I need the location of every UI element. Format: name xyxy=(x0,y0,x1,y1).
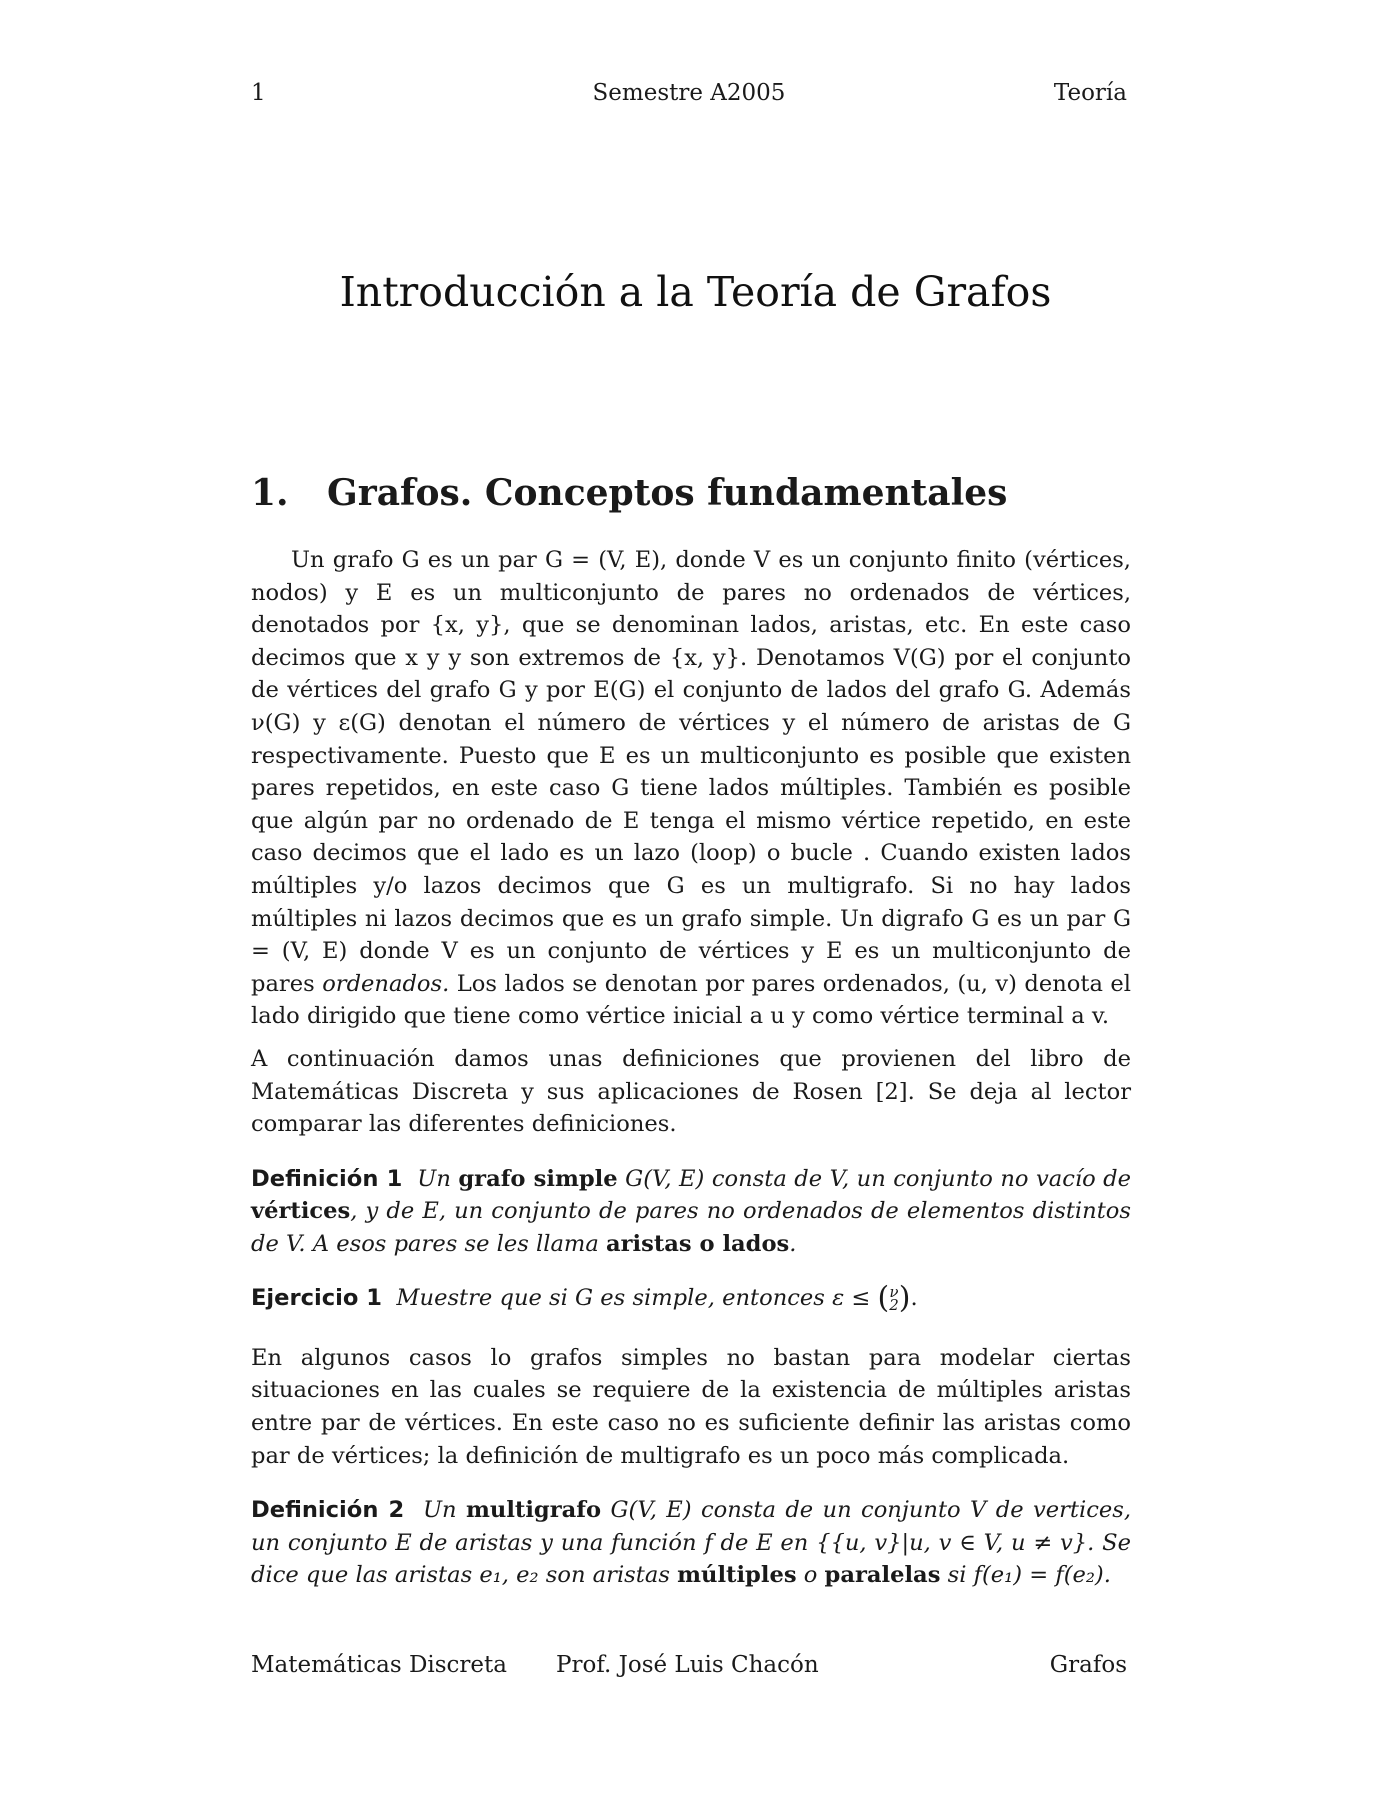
paragraph-graph-definition xyxy=(251,544,1131,1033)
definition-2-text-b: G(V, E) consta de un conjunto V de vertices, un conjunto E de aristas y una función f de E en {{u, v}|u, v ∈ V, u ≠ v}. Se dice que las aristas e₁, e₂ son aristas xyxy=(251,1497,1132,1589)
page-header xyxy=(251,80,1127,112)
paragraph-rosen-intro: A continuación damos unas definiciones que provienen del libro de Matemáticas Discreta y sus aplicaciones de Rosen [2]. Se deja al lector comparar las diferentes definiciones. xyxy=(251,1045,1131,1138)
section-number: 1. xyxy=(251,472,289,514)
binom-bottom: 2 xyxy=(889,1296,899,1315)
definition-1-text-b: G(V, E) consta de V, un conjunto no vacío de xyxy=(625,1165,1131,1192)
header-topic: Teoría xyxy=(1053,80,1127,106)
body-content xyxy=(251,544,1131,1592)
definition-1-text-a: Un xyxy=(417,1165,451,1192)
page-number: 1 xyxy=(251,80,266,106)
exercise-1-text: Muestre que si G es simple, entonces ε ≤ xyxy=(396,1285,871,1312)
footer-topic: Grafos xyxy=(1049,1652,1127,1678)
definition-1-term-vertices: vértices xyxy=(251,1198,351,1225)
page-footer xyxy=(251,1652,1127,1684)
definition-2-text-c: o xyxy=(803,1562,818,1589)
definition-1 xyxy=(251,1163,1131,1261)
exercise-1: Ejercicio 1 Muestre que si G es simple, entonces ε ≤ (ν 2). xyxy=(251,1281,918,1317)
paragraph1-emphasis: ordenados. xyxy=(322,970,450,997)
definition-1-text-c: , y de E, un conjunto de pares no ordenados de elementos distintos de V. A esos pares se les llama xyxy=(251,1198,1131,1257)
paragraph-multigraph-motivation: En algunos casos lo grafos simples no bastan para modelar ciertas situaciones en las cuales se requiere de la existencia de múltiples aristas entre par de vértices. En este caso no es suficiente definir las aristas como par de vértices; la definición de multigrafo es un poco más complicada. xyxy=(251,1344,1131,1469)
definition-2-text-a: Un xyxy=(423,1497,457,1524)
footer-author: Prof. José Luis Chacón xyxy=(556,1652,819,1678)
definition-2-term-multiple: múltiples xyxy=(677,1562,797,1589)
definition-2-term-multigraph: multigrafo xyxy=(466,1497,602,1524)
exercise-1-label: Ejercicio 1 xyxy=(251,1285,383,1312)
paragraph1-end: Los lados se denotan por pares ordenados, (u, v) denota el lado dirigido que tiene como vértice inicial a u y como vértice terminal a v. xyxy=(251,970,1132,1030)
section-title: Grafos. Conceptos fundamentales xyxy=(327,472,1008,514)
document-title: Introducción a la Teoría de Grafos xyxy=(339,268,1052,316)
definition-1-term-edges: aristas o lados xyxy=(606,1230,790,1257)
exercise-1-end: . xyxy=(910,1285,918,1312)
header-semester: Semestre A2005 xyxy=(592,80,786,106)
binomial-nu-2 xyxy=(889,1283,899,1315)
definition-2-label: Definición 2 xyxy=(251,1497,405,1524)
definition-1-term-simple-graph: grafo simple xyxy=(458,1165,618,1192)
paragraph1-text: Un grafo G es un par G = (V, E), donde V es un conjunto finito (vértices, nodos) y E es un multiconjunto de pares no ordenados de vértices, denotados por {x, y}, que se denominan lados, aristas, etc. En este caso decimos que x y y son extremos de {x, y}. Denotamos V(G) por el conjunto de vértices del grafo G y por E(G) el conjunto de lados del grafo G. Además ν(G) y ε(G) denotan el número de vértices y el número de aristas de G respectivamente. Puesto que E es un multiconjunto es posible que existen pares repetidos, en este caso G tiene lados múltiples. También es posible que algún par no ordenado de E tenga el mismo vértice repetido, en este caso decimos que el lado es un lazo (loop) o bucle . Cuando existen lados múltiples y/o lazos decimos que G es un multigrafo. Si no hay lados múltiples ni lazos decimos que es un grafo simple. Un digrafo G es un par G = (V, E) donde V es un conjunto de vértices y E es un multiconjunto de pares xyxy=(251,547,1131,997)
definition-1-label: Definición 1 xyxy=(251,1165,403,1192)
footer-course: Matemáticas Discreta xyxy=(251,1652,507,1678)
binom-top: ν xyxy=(889,1283,899,1302)
definition-1-text-d: . xyxy=(789,1230,797,1257)
definition-2-term-parallel: paralelas xyxy=(824,1562,941,1589)
section-heading xyxy=(251,472,1007,514)
definition-2-text-d: si f(e₁) = f(e₂). xyxy=(947,1562,1111,1589)
definition-2 xyxy=(251,1494,1131,1592)
